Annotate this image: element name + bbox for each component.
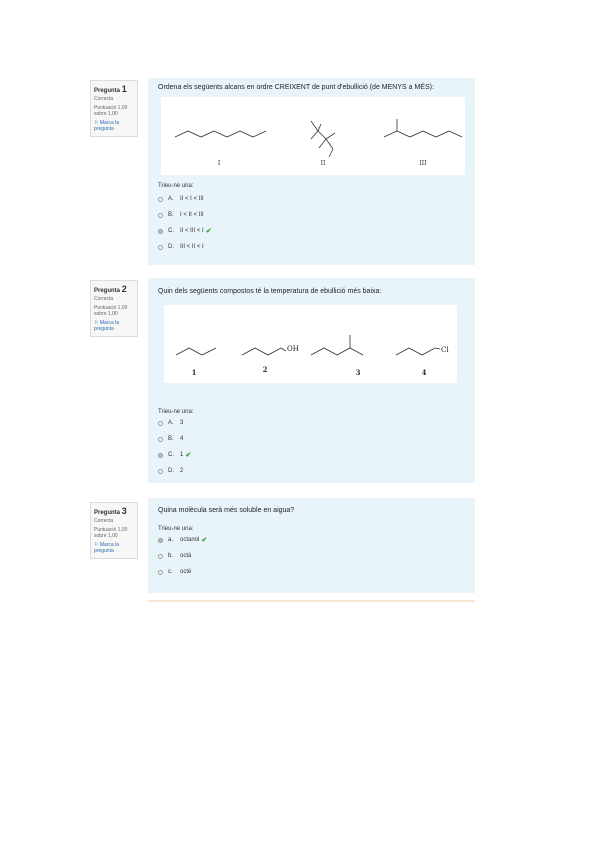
- compound-structures: [164, 305, 464, 383]
- chlorine-label: Cl: [441, 346, 449, 354]
- flag-question-link[interactable]: ⚐ Marca la pregunta: [94, 542, 120, 554]
- flag-question-link[interactable]: ⚐ Marca la pregunta: [94, 320, 120, 332]
- question-state: Correcta: [94, 296, 114, 302]
- option-b[interactable]: B. I < II < III: [158, 207, 465, 223]
- option-d[interactable]: D. III < II < I: [158, 239, 465, 255]
- question-info-3: [90, 502, 138, 559]
- question-number: Pregunta 3: [94, 506, 127, 516]
- option-c[interactable]: C. II < III < I ✔: [158, 223, 465, 239]
- radio-button[interactable]: [158, 213, 163, 218]
- question-number: Pregunta 2: [94, 284, 127, 294]
- radio-button[interactable]: [158, 245, 163, 250]
- structures-image: [164, 305, 457, 383]
- question-text: Quin dels següents compostos té la temperatura de ebullició més baixa:: [158, 288, 382, 295]
- radio-button[interactable]: [158, 538, 163, 543]
- radio-button[interactable]: [158, 197, 163, 202]
- check-icon: ✔: [201, 537, 208, 544]
- question-state: Correcta: [94, 96, 114, 102]
- flag-icon: ⚐: [94, 542, 99, 548]
- structure-label-2: 2: [262, 365, 268, 374]
- question-mark: Puntuació 1,00 sobre 1,00: [94, 305, 128, 317]
- option-c[interactable]: C. 1 ✔: [158, 447, 465, 463]
- divider: [148, 600, 475, 602]
- radio-button[interactable]: [158, 554, 163, 559]
- question-content-1: [148, 78, 475, 265]
- radio-button[interactable]: [158, 229, 163, 234]
- option-c[interactable]: c. octè: [158, 564, 465, 580]
- flag-icon: ⚐: [94, 120, 99, 126]
- option-a[interactable]: a. octanol ✔: [158, 532, 465, 548]
- question-info-2: [90, 280, 138, 337]
- answer-prompt: Trieu-ne una:: [158, 526, 194, 532]
- question-state: Correcta: [94, 518, 114, 524]
- structure-label-III: III: [419, 160, 427, 167]
- structure-label-I: I: [217, 160, 221, 167]
- radio-button[interactable]: [158, 453, 163, 458]
- structure-label-II: II: [320, 160, 326, 167]
- structures-image: [161, 97, 465, 175]
- flag-question-link[interactable]: ⚐ Marca la pregunta: [94, 120, 120, 132]
- option-a[interactable]: A. II < I < III: [158, 191, 465, 207]
- answer-options: [158, 191, 465, 255]
- check-icon: ✔: [185, 452, 192, 459]
- question-number: Pregunta 1: [94, 84, 127, 94]
- question-content-2: [148, 278, 475, 483]
- structure-label-1: 1: [191, 368, 197, 377]
- alkane-structures: [161, 97, 465, 175]
- radio-button[interactable]: [158, 437, 163, 442]
- question-text: Ordena els següents alcans en ordre CREIXENT de punt d'ebullició (de MENYS a MÉS):: [158, 84, 434, 91]
- check-icon: ✔: [205, 228, 212, 235]
- structure-label-3: 3: [355, 368, 361, 377]
- radio-button[interactable]: [158, 469, 163, 474]
- question-text: Quina molècula serà més soluble en aigua?: [158, 507, 295, 514]
- question-content-3: [148, 498, 475, 593]
- question-info-1: [90, 80, 138, 137]
- option-a[interactable]: A. 3: [158, 415, 465, 431]
- answer-options: [158, 532, 465, 580]
- question-mark: Puntuació 1,00 sobre 1,00: [94, 527, 128, 539]
- structure-label-4: 4: [421, 368, 427, 377]
- radio-button[interactable]: [158, 570, 163, 575]
- flag-icon: ⚐: [94, 320, 99, 326]
- answer-options: [158, 415, 465, 479]
- option-b[interactable]: b. octà: [158, 548, 465, 564]
- hydroxyl-label: OH: [287, 345, 299, 353]
- option-b[interactable]: B. 4: [158, 431, 465, 447]
- answer-prompt: Trieu-ne una:: [158, 183, 194, 189]
- answer-prompt: Trieu-ne una:: [158, 409, 194, 415]
- question-mark: Puntuació 1,00 sobre 1,00: [94, 105, 128, 117]
- option-d[interactable]: D. 2: [158, 463, 465, 479]
- radio-button[interactable]: [158, 421, 163, 426]
